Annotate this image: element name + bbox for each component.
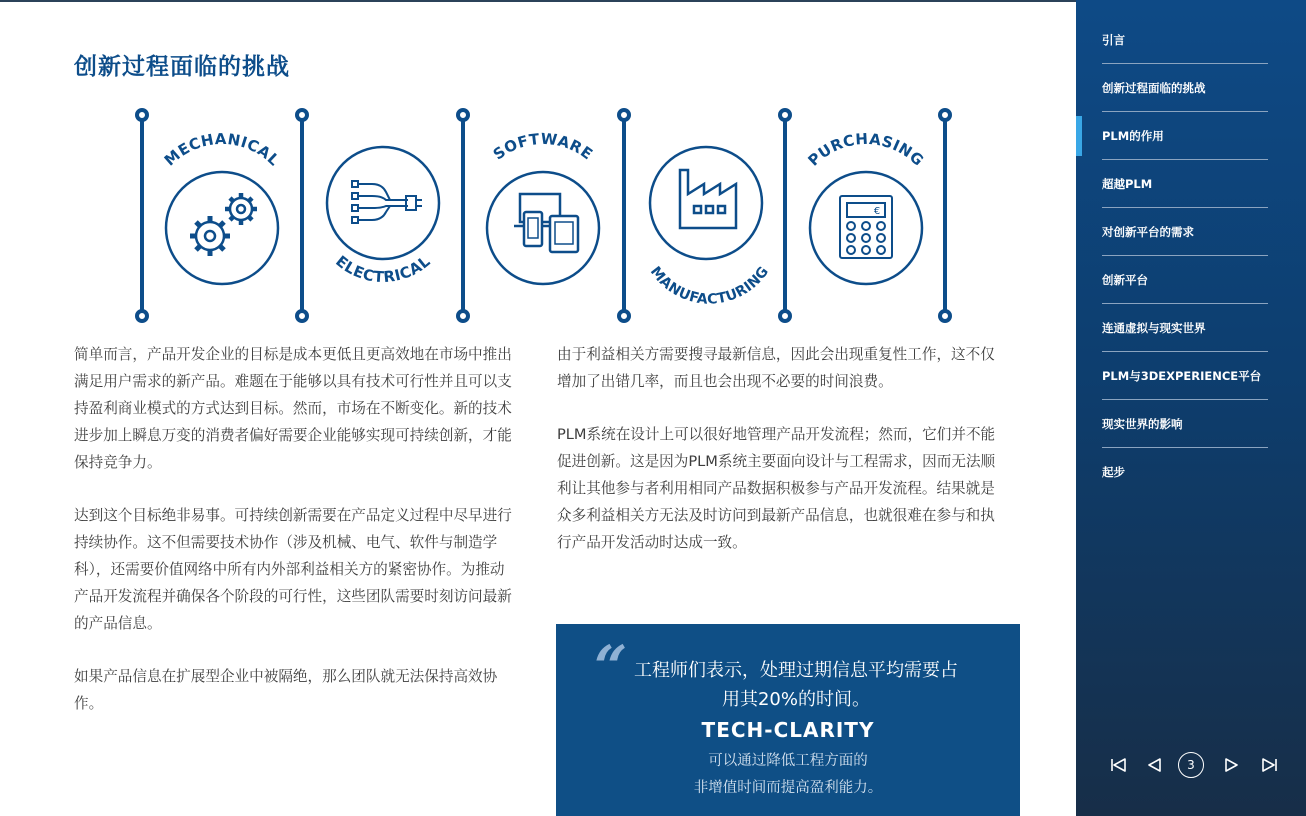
- svg-text:MANUFACTURING: [647, 264, 772, 308]
- sidebar-item-plm-3dexperience[interactable]: PLM与3DEXPERIENCE平台: [1102, 352, 1268, 400]
- svg-text:MECHANICAL: [161, 130, 284, 170]
- sidebar-item-getting-started[interactable]: 起步: [1102, 465, 1125, 479]
- svg-text:SOFTWARE: [490, 130, 597, 164]
- quote-subtext: [556, 748, 1020, 802]
- sidebar-nav: [1102, 16, 1268, 495]
- sidebar-item-virtual-real[interactable]: 连通虚拟与现实世界: [1102, 304, 1268, 352]
- quote-subtext-line: 可以通过降低工程方面的: [708, 753, 868, 769]
- page-title: 创新过程面临的挑战: [74, 54, 290, 80]
- mechanical-discipline: [161, 130, 284, 284]
- last-page-icon: [1256, 752, 1282, 778]
- body-paragraph: 达到这个目标绝非易事。可持续创新需要在产品定义过程中尽早进行持续协作。这不但需要技术协作（涉及机械、电气、软件与制造学科），还需要价值网络中所有内外部利益相关方的紧密协作。为推动产品开发流程并确保各个阶段的可行性，这些团队需要时刻访问最新的产品信息。: [74, 507, 512, 632]
- software-discipline: [487, 130, 599, 284]
- prev-page-icon: [1142, 752, 1168, 778]
- next-page-button[interactable]: [1218, 752, 1244, 778]
- disciplines-diagram: [120, 102, 970, 328]
- devices-icon: [514, 194, 578, 252]
- quote-subtext-line: 非增值时间而提高盈利能力。: [693, 780, 883, 796]
- svg-text:PURCHASING: [804, 130, 927, 170]
- svg-text:ELECTRICAL: [332, 252, 434, 286]
- cables-icon: [352, 181, 422, 223]
- sidebar-item-innovation-platform[interactable]: 创新平台: [1102, 256, 1268, 304]
- sidebar-item-innovation-challenges[interactable]: 创新过程面临的挑战: [1102, 64, 1268, 112]
- quote-text: 工程师们表示，处理过期信息平均需要占用其20%的时间。: [634, 660, 958, 710]
- sidebar-item-real-world-impact[interactable]: 现实世界的影响: [1102, 400, 1268, 448]
- next-page-icon: [1218, 752, 1244, 778]
- software-label: SOFTWARE: [489, 129, 597, 164]
- quote-box: [556, 624, 1020, 816]
- first-page-icon: [1106, 752, 1132, 778]
- calculator-euro-sign: €: [873, 206, 881, 217]
- first-page-button[interactable]: [1106, 752, 1132, 778]
- body-paragraph: PLM系统在设计上可以很好地管理产品开发流程；然而，它们并不能促进创新。这是因为PLM系统主要面向设计与工程需求，因而无法顺利让其他参与者利用相同产品数据积极参与产品开发流程。结果就是众多利益相关方无法及时访问到最新产品信息，也就很难在参与和执行产品开发活动时达成一致。: [557, 426, 996, 551]
- active-item-marker: [1076, 116, 1082, 156]
- body-paragraph: 简单而言，产品开发企业的目标是成本更低且更高效地在市场中推出满足用户需求的新产品。难题在于能够以具有技术可行性并且可以支持盈利商业模式的方式达到目标。然而，市场在不断变化。新的技术进步加上瞬息万变的消费者偏好需要企业能够实现可持续创新，才能保持竞争力。: [74, 346, 512, 471]
- electrical-label: ELECTRICAL: [332, 252, 434, 287]
- body-paragraph: 如果产品信息在扩展型企业中被隔绝，那么团队就无法保持高效协作。: [74, 668, 498, 712]
- body-right-column: [557, 341, 997, 582]
- electrical-discipline: [327, 147, 439, 286]
- purchasing-discipline: [804, 130, 927, 284]
- pagination: [1106, 752, 1282, 778]
- calculator-icon: [840, 196, 892, 258]
- sidebar: [1076, 0, 1306, 816]
- top-divider: [0, 0, 1076, 2]
- sidebar-item-beyond-plm[interactable]: 超越PLM: [1102, 160, 1268, 208]
- gears-icon: [190, 193, 257, 256]
- factory-icon: [680, 170, 736, 228]
- quote-source: TECH-CLARITY: [701, 718, 875, 742]
- body-paragraph: 由于利益相关方需要搜寻最新信息，因此会出现重复性工作，这不仅增加了出错几率，而且也会出现不必要的时间浪费。: [557, 346, 995, 390]
- manufacturing-discipline: [647, 147, 772, 308]
- manufacturing-label: MANUFACTURING: [646, 263, 773, 308]
- sidebar-item-intro[interactable]: 引言: [1102, 16, 1268, 64]
- mechanical-label: MECHANICAL: [160, 129, 284, 170]
- prev-page-button[interactable]: [1142, 752, 1168, 778]
- quote-mark-icon: “: [594, 633, 628, 701]
- last-page-button[interactable]: [1256, 752, 1282, 778]
- sidebar-item-platform-needs[interactable]: 对创新平台的需求: [1102, 208, 1268, 256]
- current-page-indicator: 3: [1178, 752, 1204, 778]
- sidebar-item-role-of-plm[interactable]: PLM的作用: [1102, 112, 1268, 160]
- purchasing-label: PURCHASING: [804, 129, 928, 170]
- body-left-column: [74, 341, 514, 743]
